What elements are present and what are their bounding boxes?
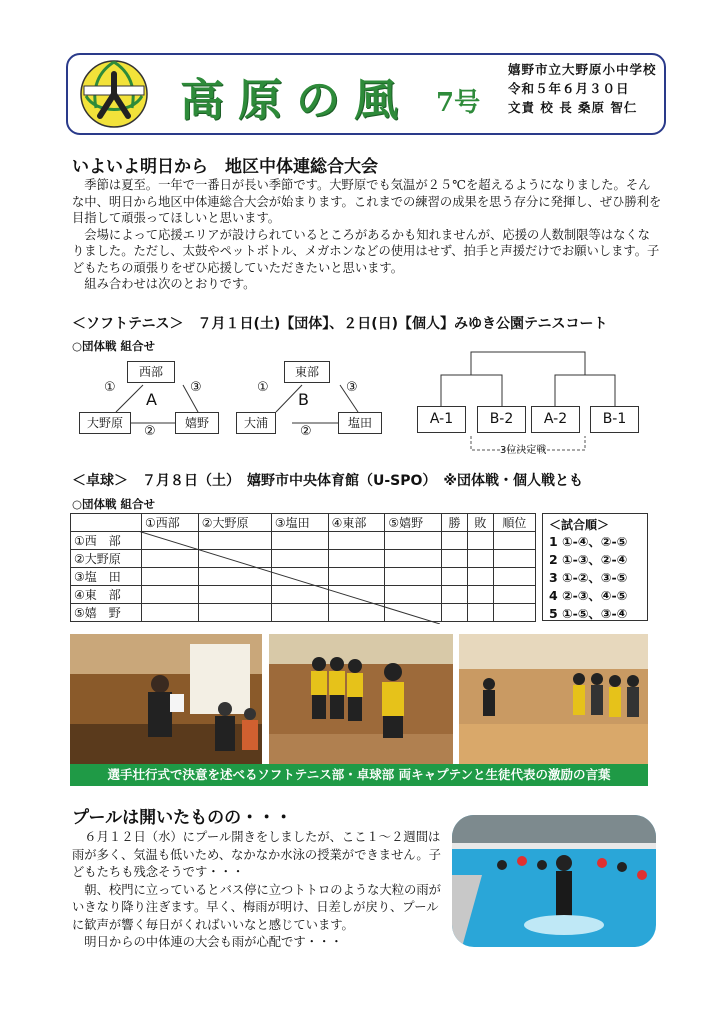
- section-heading: ＜ソフトテニス＞ ７月１日(土)【団体】、２日(日)【個人】みゆき公園テニスコート: [72, 316, 608, 332]
- paragraph: 会場によって応援エリアが設けられているところがあるかも知れませんが、応援の人数制限等はなくなりました。ただし、太鼓やペットボトル、メガホンなどの使用はせず、拍手と声援だけでお願いします。子どもたちの頑張りをぜひ応援していただきたいと思います。: [72, 227, 660, 275]
- paragraph: 朝、校門に立っているとバス停に立つトトロのような大粒の雨がいきなり降り注ぎます。早く、梅雨が明け、日差しが戻り、プールに歓声が響く毎日がくればいいなと感じています。: [72, 882, 441, 932]
- group-diagram-lines: [70, 355, 400, 450]
- team-box: 西部: [127, 361, 175, 383]
- match-order-title: ＜試合順＞: [549, 518, 610, 532]
- column-header: ③塩田: [271, 514, 328, 532]
- newsletter-title: 高原の風: [180, 75, 412, 126]
- photo-captain-speech: [70, 634, 262, 764]
- match-number: ③: [190, 380, 202, 395]
- column-header: 勝: [442, 514, 468, 532]
- bracket-slot: B-2: [477, 406, 526, 433]
- issue-date: 令和５年６月３０日: [508, 81, 630, 96]
- article-body: [72, 177, 662, 293]
- column-header: 敗: [467, 514, 493, 532]
- sub-heading: ○団体戦 組合せ: [72, 497, 156, 511]
- school-emblem-icon: [78, 58, 150, 130]
- group-letter: A: [146, 390, 157, 409]
- group-letter: B: [298, 390, 309, 409]
- photo-caption: 選手壮行式で決意を述べるソフトテニス部・卓球部 両キャプテンと生徒代表の激励の言葉: [70, 764, 648, 786]
- section-heading: ＜卓球＞ ７月８日（土） 嬉野市中央体育館（U-SPO） ※団体戦・個人戦とも: [72, 473, 584, 489]
- article-body: [72, 829, 442, 952]
- team-box: 嬉野: [175, 412, 219, 434]
- match-number: ①: [257, 380, 269, 395]
- match-order-item: 1 ①-④、②-⑤: [549, 534, 628, 549]
- match-order-item: 4 ②-③、④-⑤: [549, 588, 628, 603]
- match-order-box: [542, 513, 648, 621]
- row-header: ①西 部: [71, 532, 142, 550]
- issue-number: 7号: [436, 88, 481, 118]
- third-place-label: 3位決定戦: [500, 445, 547, 456]
- team-box: 大野原: [79, 412, 131, 434]
- paragraph: 明日からの中体連の大会も雨が心配です・・・: [84, 935, 343, 949]
- paragraph: 組み合わせは次のとおりです。: [84, 277, 256, 291]
- column-header: ②大野原: [198, 514, 271, 532]
- diagonal-line: [138, 531, 440, 624]
- bracket-slot: A-1: [417, 406, 466, 433]
- column-header: ④東部: [328, 514, 385, 532]
- table-header-row: [71, 514, 536, 532]
- match-order-item: 5 ①-⑤、③-④: [549, 606, 628, 621]
- paragraph: 季節は夏至。一年で一番日が長い季節です。大野原でも気温が２５℃を超えるようになりました。そんな中、明日から地区中体連総合大会が始まります。これまでの練習の成果を思う存分に発揮し、ぜひ勝利を目指して頑張ってほしいと思います。: [72, 178, 662, 225]
- match-number: ①: [104, 380, 116, 395]
- sub-heading: ○団体戦 組合せ: [72, 339, 156, 353]
- photo-pool: [452, 815, 656, 947]
- photo-table-tennis-team: [269, 634, 453, 764]
- team-box: 塩田: [338, 412, 382, 434]
- team-box: 東部: [284, 361, 330, 383]
- team-box: 大浦: [236, 412, 276, 434]
- photo-student-representative: [459, 634, 648, 764]
- row-header: ②大野原: [71, 550, 142, 568]
- column-header: ⑤嬉野: [385, 514, 442, 532]
- column-header: 順位: [493, 514, 535, 532]
- match-number: ②: [300, 424, 312, 439]
- match-order-item: 2 ①-③、②-④: [549, 552, 628, 567]
- match-number: ③: [346, 380, 358, 395]
- paragraph: ６月１２日（水）にプール開きをしましたが、ここ１～２週間は雨が多く、気温も低いため、なかなか水泳の授業ができません。子どもたちも残念そうです・・・: [72, 830, 441, 879]
- article-title: いよいよ明日から 地区中体連総合大会: [72, 157, 378, 177]
- row-header: ⑤嬉 野: [71, 604, 142, 622]
- match-number: ②: [144, 424, 156, 439]
- table-corner-cell: [71, 514, 142, 532]
- bracket-slot: A-2: [531, 406, 580, 433]
- article-title: プールは開いたものの・・・: [72, 808, 293, 828]
- row-header: ④東 部: [71, 586, 142, 604]
- bracket-slot: B-1: [590, 406, 639, 433]
- editor-line: 文責 校 長 桑原 智仁: [508, 100, 638, 115]
- column-header: ①西部: [142, 514, 199, 532]
- row-header: ③塩 田: [71, 568, 142, 586]
- school-name: 嬉野市立大野原小中学校: [508, 62, 657, 77]
- match-order-item: 3 ①-②、③-⑤: [549, 570, 628, 585]
